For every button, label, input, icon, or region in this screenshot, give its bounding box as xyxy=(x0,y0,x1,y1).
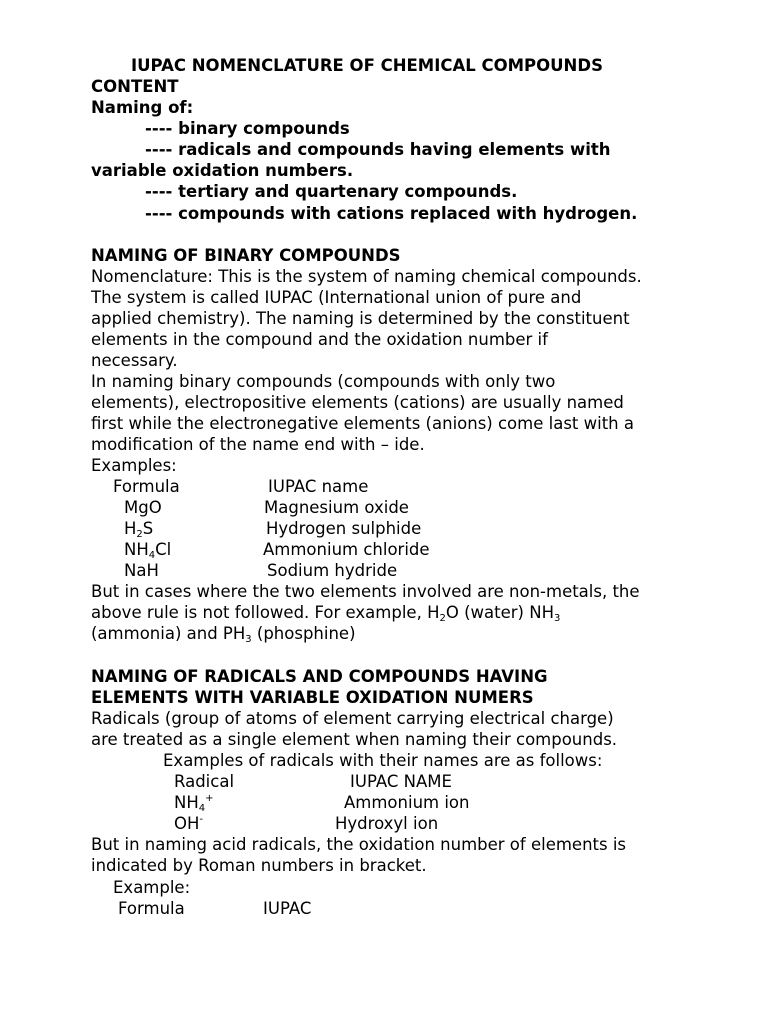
section-heading-radicals: NAMING OF RADICALS AND COMPOUNDS HAVING xyxy=(91,667,548,686)
outline-item: ---- compounds with cations replaced with hydrogen. xyxy=(145,204,638,223)
paragraph-line: Nomenclature: This is the system of naming chemical compounds. xyxy=(91,267,642,286)
table-header-name: IUPAC xyxy=(263,899,312,918)
naming-of-label: Naming of: xyxy=(91,98,194,117)
content-heading: CONTENT xyxy=(91,77,179,96)
examples-label: Examples: xyxy=(91,456,177,475)
paragraph-line: In naming binary compounds (compounds with only two xyxy=(91,372,556,391)
example-label: Example: xyxy=(113,878,191,897)
table-header-name: IUPAC name xyxy=(268,477,369,496)
paragraph-line: The system is called IUPAC (International union of pure and xyxy=(91,288,582,307)
table-header-formula: Formula xyxy=(113,477,180,496)
radicals-intro: Examples of radicals with their names are as follows: xyxy=(163,751,603,770)
paragraph-line: elements in the compound and the oxidation number if xyxy=(91,330,548,349)
name-cell: Ammonium chloride xyxy=(263,540,430,559)
table-header-name: IUPAC NAME xyxy=(350,772,452,791)
paragraph-line: applied chemistry). The naming is determined by the constituent xyxy=(91,309,630,328)
name-cell: Ammonium ion xyxy=(344,793,470,812)
paragraph-line: first while the electronegative elements (anions) come last with a xyxy=(91,414,634,433)
radical-cell: $NH_4^+$ xyxy=(174,793,214,814)
section-heading-radicals-continued: ELEMENTS WITH VARIABLE OXIDATION NUMERS xyxy=(91,688,534,707)
document-title: IUPAC NOMENCLATURE OF CHEMICAL COMPOUNDS xyxy=(131,56,603,75)
name-cell: Hydrogen sulphide xyxy=(266,519,422,538)
paragraph-line: But in naming acid radicals, the oxidation number of elements is xyxy=(91,835,627,854)
paragraph-line: above rule is not followed. For example, $H_2O$ (water) $NH_3$ xyxy=(91,603,561,624)
formula-cell: $H_2S$ xyxy=(124,519,154,540)
paragraph-line: necessary. xyxy=(91,351,178,370)
paragraph-line: (ammonia) and $PH_3$ (phosphine) xyxy=(91,624,356,645)
formula-cell: NaH xyxy=(124,561,159,580)
name-cell: Sodium hydride xyxy=(267,561,398,580)
name-cell: Hydroxyl ion xyxy=(335,814,439,833)
radical-cell: OH- xyxy=(174,814,204,833)
paragraph-line: Radicals (group of atoms of element carrying electrical charge) xyxy=(91,709,614,728)
outline-item-continued: variable oxidation numbers. xyxy=(91,161,354,180)
name-cell: Magnesium oxide xyxy=(264,498,409,517)
table-header-formula: Formula xyxy=(118,899,185,918)
table-header-radical: Radical xyxy=(174,772,235,791)
paragraph-line: elements), electropositive elements (cations) are usually named xyxy=(91,393,624,412)
section-heading-binary: NAMING OF BINARY COMPOUNDS xyxy=(91,246,401,265)
outline-item: ---- tertiary and quartenary compounds. xyxy=(145,182,518,201)
formula-cell: MgO xyxy=(124,498,162,517)
paragraph-line: modification of the name end with – ide. xyxy=(91,435,425,454)
paragraph-line: indicated by Roman numbers in bracket. xyxy=(91,856,427,875)
outline-item: ---- radicals and compounds having elements with xyxy=(145,140,611,159)
formula-cell: $NH_4Cl$ xyxy=(124,540,172,561)
outline-item: ---- binary compounds xyxy=(145,119,350,138)
paragraph-line: are treated as a single element when naming their compounds. xyxy=(91,730,618,749)
paragraph-line: But in cases where the two elements involved are non-metals, the xyxy=(91,582,640,601)
